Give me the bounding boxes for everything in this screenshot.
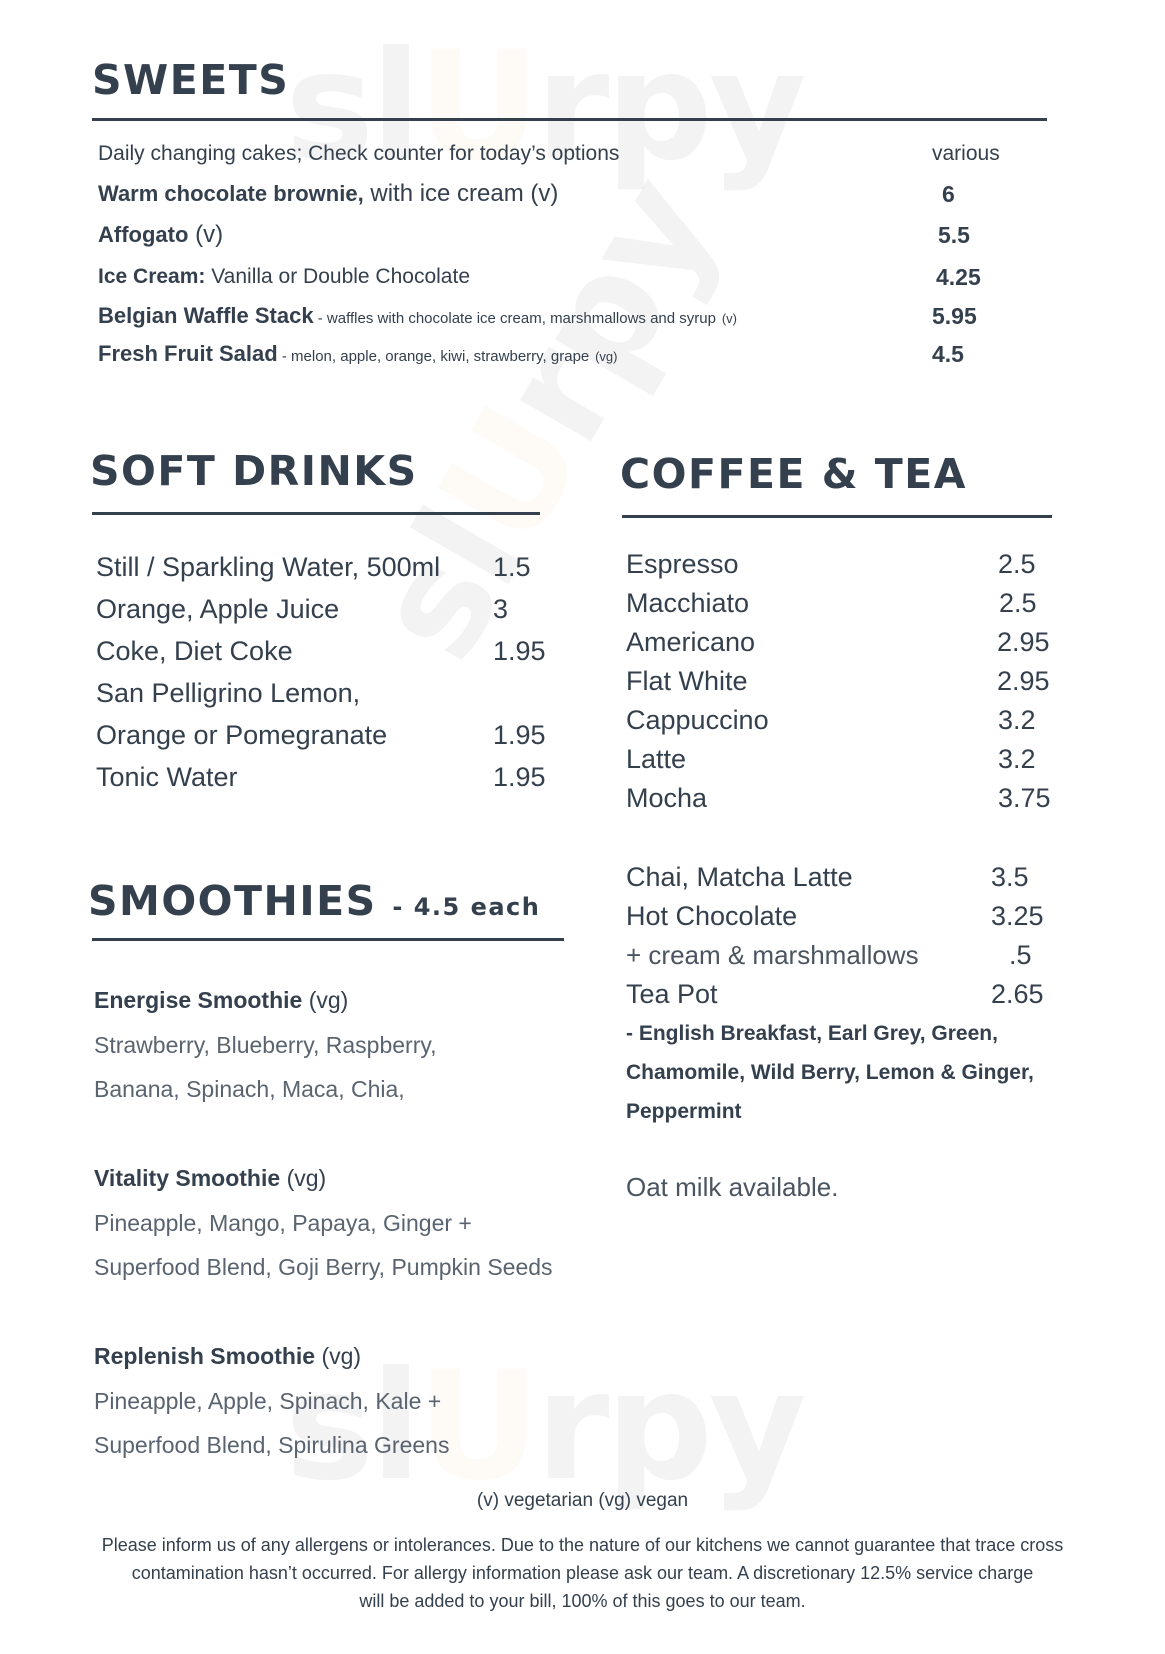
- tea-item: + cream & marshmallows: [626, 940, 919, 970]
- tea-varieties: Chamomile, Wild Berry, Lemon & Ginger,: [626, 1061, 1034, 1084]
- smoothie-ingredients: Pineapple, Mango, Papaya, Ginger +: [94, 1210, 472, 1236]
- tea-item: Hot Chocolate: [626, 901, 798, 931]
- dietary-legend: (v) vegetarian (vg) vegan: [476, 1490, 689, 1511]
- smoothie-name: Replenish Smoothie (vg): [94, 1343, 362, 1369]
- sweets-item: Belgian Waffle Stack - waffles with chocolate ice cream, marshmallows and syrup (v): [98, 303, 737, 328]
- sweets-item: Ice Cream: Vanilla or Double Chocolate: [98, 265, 470, 288]
- sweets-price: 4.25: [936, 264, 981, 290]
- sweets-item: Warm chocolate brownie, with ice cream (v): [98, 180, 559, 207]
- soft-drink-item: Tonic Water: [96, 762, 238, 792]
- soft-drinks-title: SOFT DRINKS: [90, 447, 418, 495]
- soft-drink-price: 1.95: [493, 636, 546, 666]
- tea-varieties: Peppermint: [626, 1100, 742, 1123]
- coffee-price: 2.5: [998, 549, 1036, 579]
- tea-price: 3.5: [991, 862, 1029, 892]
- coffee-item: Macchiato: [626, 588, 750, 618]
- coffee-item: Americano: [626, 627, 756, 657]
- coffee-price: 3.75: [998, 783, 1051, 813]
- sweets-price: 6: [942, 181, 955, 207]
- soft-drink-item: Orange or Pomegranate: [96, 720, 388, 750]
- coffee-price: 2.95: [997, 627, 1050, 657]
- sweets-item: Fresh Fruit Salad - melon, apple, orange, kiwi, strawberry, grape (vg): [98, 341, 618, 366]
- soft-drink-price: 3: [493, 594, 509, 624]
- coffee-price: 3.2: [998, 744, 1036, 774]
- tea-price: 3.25: [991, 901, 1044, 931]
- coffee-price: 3.2: [998, 705, 1036, 735]
- sweets-price: 5.5: [938, 222, 970, 248]
- tea-item: Tea Pot: [626, 979, 718, 1009]
- soft-drink-item: Still / Sparkling Water, 500ml: [96, 552, 441, 582]
- tea-varieties: - English Breakfast, Earl Grey, Green,: [626, 1022, 998, 1045]
- smoothie-name: Energise Smoothie (vg): [94, 987, 349, 1013]
- smoothie-name: Vitality Smoothie (vg): [94, 1165, 327, 1191]
- soft-drink-price: 1.95: [493, 720, 546, 750]
- sweets-price: various: [932, 142, 1000, 165]
- sweets-title: SWEETS: [92, 56, 290, 104]
- allergen-notice: Please inform us of any allergens or intolerances. Due to the nature of our kitchens we cannot guarantee that trace cross: [101, 1535, 1064, 1555]
- tea-item: Chai, Matcha Latte: [626, 862, 853, 892]
- sweets-item: Daily changing cakes; Check counter for today’s options: [98, 142, 620, 165]
- smoothies-divider: [92, 938, 564, 941]
- smoothie-ingredients: Superfood Blend, Spirulina Greens: [94, 1432, 450, 1458]
- coffee-item: Mocha: [626, 783, 708, 813]
- smoothie-ingredients: Superfood Blend, Goji Berry, Pumpkin Seeds: [94, 1254, 553, 1280]
- soft-drink-item: Orange, Apple Juice: [96, 594, 340, 624]
- tea-price: 2.65: [991, 979, 1044, 1009]
- soft-drinks-divider: [92, 512, 540, 515]
- watermark-logo: [285, 20, 803, 194]
- soft-drink-price: 1.5: [493, 552, 531, 582]
- coffee-item: Latte: [626, 744, 687, 774]
- sweets-price: 5.95: [932, 303, 977, 329]
- coffee-tea-divider: [622, 515, 1052, 518]
- coffee-item: Cappuccino: [626, 705, 769, 735]
- coffee-item: Flat White: [626, 666, 748, 696]
- smoothie-ingredients: Banana, Spinach, Maca, Chia,: [94, 1076, 405, 1102]
- allergen-notice: contamination hasn’t occurred. For allergy information please ask our team. A discretionary 12.5% service charge: [131, 1563, 1034, 1583]
- tea-price: .5: [1009, 940, 1032, 970]
- soft-drink-item: Coke, Diet Coke: [96, 636, 293, 666]
- smoothie-ingredients: Pineapple, Apple, Spinach, Kale +: [94, 1388, 442, 1414]
- coffee-tea-title: COFFEE & TEA: [620, 450, 967, 498]
- smoothies-title: SMOOTHIES - 4.5 each: [88, 877, 541, 925]
- coffee-price: 2.95: [997, 666, 1050, 696]
- sweets-divider: [92, 118, 1047, 121]
- sweets-item: Affogato (v): [98, 221, 224, 248]
- smoothie-ingredients: Strawberry, Blueberry, Raspberry,: [94, 1032, 437, 1058]
- soft-drink-item: San Pelligrino Lemon,: [96, 678, 361, 708]
- allergen-notice: will be added to your bill, 100% of this goes to our team.: [359, 1591, 806, 1611]
- watermark-logo: [285, 1340, 803, 1514]
- coffee-price: 2.5: [999, 588, 1037, 618]
- oat-milk-note: Oat milk available.: [626, 1172, 839, 1202]
- soft-drink-price: 1.95: [493, 762, 546, 792]
- sweets-price: 4.5: [932, 341, 964, 367]
- coffee-item: Espresso: [626, 549, 739, 579]
